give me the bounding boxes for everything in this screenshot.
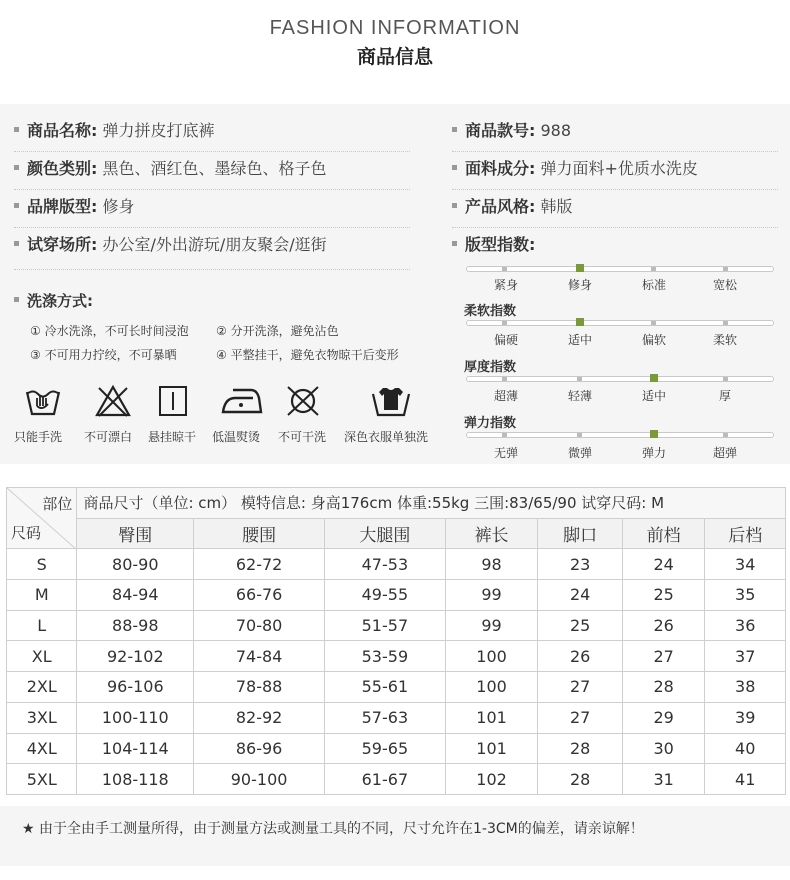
measurement-cell: 25: [622, 580, 705, 611]
column-header: 裤长: [445, 518, 538, 549]
measurement-cell: 38: [705, 672, 786, 703]
index-tick: [723, 377, 728, 381]
table-row: [7, 733, 786, 764]
measurement-cell: 55-61: [325, 672, 446, 703]
measurement-cell: 108-118: [77, 764, 194, 795]
measurement-cell: 78-88: [194, 672, 325, 703]
index-track-stretch: [466, 432, 774, 438]
index-tick: [502, 433, 507, 437]
measurement-cell: 28: [622, 672, 705, 703]
field-value: 988: [540, 121, 572, 140]
table-row: [7, 702, 786, 733]
bullet-icon: [14, 165, 19, 170]
hand-wash-icon: [8, 384, 78, 420]
index-option: 微弹: [567, 446, 592, 460]
measurement-cell: 66-76: [194, 580, 325, 611]
size-cell: XL: [7, 641, 77, 672]
index-tick: [651, 321, 656, 325]
field-key: 品牌版型:: [27, 197, 98, 216]
index-tick: [502, 321, 507, 325]
index-title-fit: 版型指数:: [465, 235, 536, 254]
column-header: 后档: [705, 518, 786, 549]
bullet-icon: [14, 203, 19, 208]
field-material: [452, 156, 778, 190]
wash-title-label: 洗涤方式:: [27, 292, 93, 310]
field-style-no: [452, 118, 778, 152]
bullet-icon: [452, 203, 457, 208]
wash-line-3: ③ 不可用力拧绞，不可暴晒: [30, 348, 177, 362]
page-header: [0, 0, 790, 104]
measurement-cell: 70-80: [194, 610, 325, 641]
index-option: 偏软: [641, 333, 666, 347]
index-option: 轻薄: [567, 389, 592, 403]
measurement-cell: 101: [445, 733, 538, 764]
field-key: 颜色类别:: [27, 159, 98, 178]
index-tick: [502, 267, 507, 271]
measurement-cell: 99: [445, 610, 538, 641]
index-option: 紧身: [493, 278, 518, 292]
size-cell: M: [7, 580, 77, 611]
table-header-note: 商品尺寸（单位: cm） 模特信息: 身高176cm 体重:55kg 三围:83/65/90 试穿尺码: M: [77, 488, 786, 519]
measurement-cell: 25: [538, 610, 623, 641]
measurement-cell: 41: [705, 764, 786, 795]
wash-line-4: ④ 平整挂干，避免衣物晾干后变形: [216, 348, 399, 362]
measurement-cell: 100: [445, 641, 538, 672]
field-fit: [14, 194, 410, 228]
index-option: 偏硬: [493, 333, 518, 347]
wash-separately-icon: [356, 384, 426, 420]
index-tick: [650, 430, 658, 438]
size-cell: 3XL: [7, 702, 77, 733]
care-label-hang-dry: 悬挂晾干: [148, 430, 197, 444]
index-track-fit: [466, 266, 774, 272]
field-value: 黑色、酒红色、墨绿色、格子色: [102, 159, 327, 178]
table-row: [7, 580, 786, 611]
index-tick: [576, 318, 584, 326]
field-key: 商品款号:: [465, 121, 536, 140]
no-dry-clean-icon: [268, 384, 338, 420]
measurement-cell: 92-102: [77, 641, 194, 672]
index-option: 超弹: [712, 446, 737, 460]
table-row: [7, 641, 786, 672]
measurement-cell: 31: [622, 764, 705, 795]
measurement-cell: 57-63: [325, 702, 446, 733]
care-label-hand-wash: 只能手洗: [14, 430, 63, 444]
index-option: 厚: [718, 389, 731, 403]
corner-label-part: 部位: [42, 495, 73, 513]
measurement-cell: 104-114: [77, 733, 194, 764]
table-row: [7, 549, 786, 580]
measurement-cell: 24: [622, 549, 705, 580]
size-cell: 4XL: [7, 733, 77, 764]
size-cell: L: [7, 610, 77, 641]
measurement-cell: 99: [445, 580, 538, 611]
measurement-cell: 62-72: [194, 549, 325, 580]
field-key: 面料成分:: [465, 159, 536, 178]
measurement-cell: 74-84: [194, 641, 325, 672]
measurement-cell: 98: [445, 549, 538, 580]
field-colors: [14, 156, 410, 190]
size-cell: 2XL: [7, 672, 77, 703]
wash-line-2: ② 分开洗涤，避免沾色: [216, 324, 339, 338]
index-track-thickness: [466, 376, 774, 382]
index-tick: [577, 377, 582, 381]
measurement-cell: 90-100: [194, 764, 325, 795]
field-key: 商品名称:: [27, 121, 98, 140]
index-tick: [723, 433, 728, 437]
measurement-cell: 39: [705, 702, 786, 733]
field-value: 韩版: [540, 197, 573, 216]
column-header: 腰围: [194, 518, 325, 549]
measurement-cell: 29: [622, 702, 705, 733]
measurement-cell: 28: [538, 764, 623, 795]
measurement-cell: 30: [622, 733, 705, 764]
care-label-no-bleach: 不可漂白: [84, 430, 133, 444]
index-tick: [723, 321, 728, 325]
corner-label-size: 尺码: [11, 524, 42, 543]
index-option: 弹力: [641, 446, 666, 460]
size-cell: 5XL: [7, 764, 77, 795]
measurement-cell: 100-110: [77, 702, 194, 733]
bullet-icon: [452, 241, 457, 246]
measurement-note-panel: [0, 806, 790, 866]
table-corner-cell: [7, 488, 77, 549]
column-header: 大腿围: [325, 518, 446, 549]
measurement-cell: 51-57: [325, 610, 446, 641]
field-style: [452, 194, 778, 228]
column-header: 臀围: [77, 518, 194, 549]
field-fit-index: [452, 232, 778, 266]
index-option: 适中: [641, 389, 666, 403]
table-row: [7, 764, 786, 795]
field-product-name: [14, 118, 410, 152]
field-value: 办公室/外出游玩/朋友聚会/逛街: [102, 235, 327, 254]
index-tick: [723, 267, 728, 271]
index-title-stretch: 弹力指数: [464, 416, 517, 431]
index-option: 标准: [641, 278, 666, 292]
measurement-cell: 40: [705, 733, 786, 764]
index-tick: [577, 433, 582, 437]
field-occasion: [14, 232, 410, 270]
measurement-cell: 27: [538, 702, 623, 733]
size-table: [6, 487, 786, 795]
bullet-icon: [14, 127, 19, 132]
measurement-cell: 100: [445, 672, 538, 703]
measurement-cell: 28: [538, 733, 623, 764]
index-tick: [502, 377, 507, 381]
measurement-cell: 96-106: [77, 672, 194, 703]
measurement-cell: 102: [445, 764, 538, 795]
measurement-cell: 86-96: [194, 733, 325, 764]
bullet-icon: [14, 297, 19, 302]
measurement-cell: 23: [538, 549, 623, 580]
measurement-cell: 84-94: [77, 580, 194, 611]
measurement-cell: 59-65: [325, 733, 446, 764]
hang-dry-icon: [138, 384, 208, 420]
measurement-cell: 82-92: [194, 702, 325, 733]
index-option: 宽松: [712, 278, 737, 292]
measurement-cell: 35: [705, 580, 786, 611]
measurement-cell: 61-67: [325, 764, 446, 795]
measurement-cell: 49-55: [325, 580, 446, 611]
care-label-low-iron: 低温熨烫: [212, 430, 261, 444]
care-label-wash-separately: 深色衣服单独洗: [344, 430, 429, 444]
measurement-cell: 36: [705, 610, 786, 641]
product-info-panel: [0, 104, 790, 464]
bullet-icon: [452, 165, 457, 170]
table-row: [7, 672, 786, 703]
field-value: 弹力面料+优质水洗皮: [540, 159, 698, 178]
measurement-cell: 53-59: [325, 641, 446, 672]
bullet-icon: [452, 127, 457, 132]
measurement-cell: 37: [705, 641, 786, 672]
wash-title: [14, 290, 93, 311]
title-en: FASHION INFORMATION: [269, 17, 521, 39]
field-key: 试穿场所:: [27, 235, 98, 254]
index-option: 修身: [567, 278, 592, 292]
measurement-cell: 27: [622, 641, 705, 672]
size-cell: S: [7, 549, 77, 580]
measurement-cell: 26: [538, 641, 623, 672]
index-option: 柔软: [712, 333, 737, 347]
index-tick: [650, 374, 658, 382]
measurement-note: ★ 由于全由手工测量所得，由于测量方法或测量工具的不同，尺寸允许在1-3CM的偏差，请亲谅解！: [22, 821, 644, 837]
table-row: [7, 610, 786, 641]
bullet-icon: [14, 241, 19, 246]
column-header: 前档: [622, 518, 705, 549]
index-tick: [651, 267, 656, 271]
index-option: 适中: [567, 333, 592, 347]
index-title-thickness: 厚度指数: [464, 360, 517, 375]
measurement-cell: 80-90: [77, 549, 194, 580]
field-value: 修身: [102, 197, 135, 216]
measurement-cell: 34: [705, 549, 786, 580]
title-zh: 商品信息: [356, 46, 433, 68]
wash-line-1: ① 冷水洗涤，不可长时间浸泡: [30, 324, 189, 338]
measurement-cell: 24: [538, 580, 623, 611]
measurement-cell: 88-98: [77, 610, 194, 641]
index-option: 超薄: [493, 389, 518, 403]
index-track-softness: [466, 320, 774, 326]
index-option: 无弹: [493, 446, 518, 460]
column-header: 脚口: [538, 518, 623, 549]
measurement-cell: 27: [538, 672, 623, 703]
measurement-cell: 26: [622, 610, 705, 641]
measurement-cell: 101: [445, 702, 538, 733]
low-iron-icon: [206, 384, 276, 420]
index-tick: [576, 264, 584, 272]
care-label-no-dry-clean: 不可干洗: [278, 430, 327, 444]
index-title-softness: 柔软指数: [464, 304, 517, 319]
measurement-cell: 47-53: [325, 549, 446, 580]
field-value: 弹力拼皮打底裤: [102, 121, 215, 140]
field-key: 产品风格:: [465, 197, 536, 216]
